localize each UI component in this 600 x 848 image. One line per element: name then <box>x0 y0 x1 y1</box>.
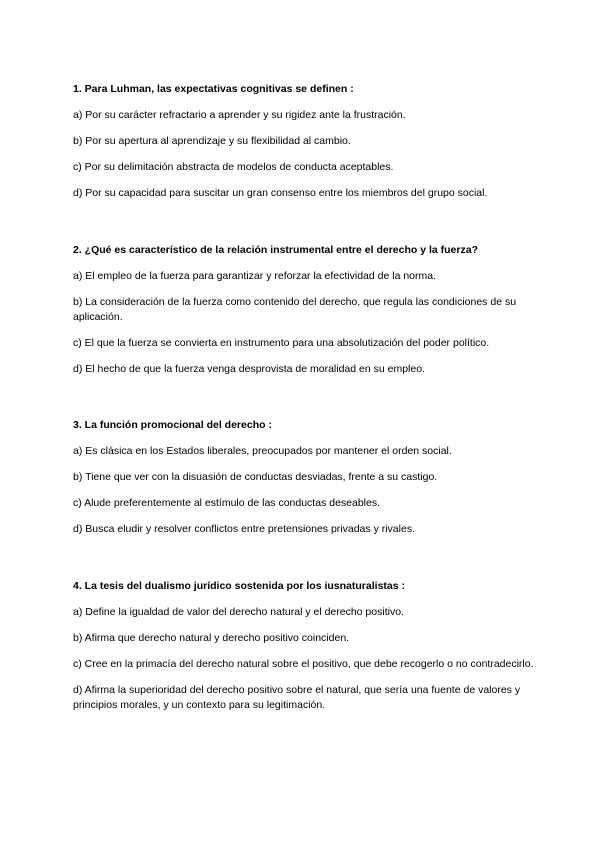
question-2-option-b: b) La consideración de la fuerza como contenido del derecho, que regula las condiciones de su aplicación. <box>73 296 517 323</box>
question-4-title: 4. La tesis del dualismo jurídico sostenida por los iusnaturalistas : <box>73 580 406 592</box>
question-2-option-d: d) El hecho de que la fuerza venga desprovista de moralidad en su empleo. <box>73 363 425 375</box>
question-3-title: 3. La función promocional del derecho : <box>73 419 272 431</box>
question-4-option-c: c) Cree en la primacía del derecho natural sobre el positivo, que debe recogerlo o no contradecirlo. <box>73 658 534 670</box>
question-3 <box>73 418 535 548</box>
question-1-title: 1. Para Luhman, las expectativas cognitivas se definen : <box>73 83 354 95</box>
question-4-option-a: a) Define la igualdad de valor del derecho natural y el derecho positivo. <box>73 606 404 618</box>
question-1-option-c: c) Por su delimitación abstracta de modelos de conducta aceptables. <box>73 161 394 173</box>
question-4-option-d: d) Afirma la superioridad del derecho positivo sobre el natural, que sería una fuente de valores y principios morales, y un contexto para su legitimación. <box>73 684 521 711</box>
question-1-option-a: a) Por su carácter refractario a aprender y su rigidez ante la frustración. <box>73 109 406 121</box>
question-3-option-b: b) Tiene que ver con la disuasión de conductas desviadas, frente a su castigo. <box>73 471 438 483</box>
question-2-title: 2. ¿Qué es característico de la relación instrumental entre el derecho y la fuerza? <box>73 244 478 256</box>
question-4-option-b: b) Afirma que derecho natural y derecho positivo coinciden. <box>73 632 350 644</box>
question-3-option-a: a) Es clásica en los Estados liberales, preocupados por mantener el orden social. <box>73 445 452 457</box>
question-3-option-c: c) Alude preferentemente al estímulo de las conductas deseables. <box>73 497 381 509</box>
question-1-option-b: b) Por su apertura al aprendizaje y su flexibilidad al cambio. <box>73 135 351 147</box>
question-2-option-c: c) El que la fuerza se convierta en instrumento para una absolutización del poder político. <box>73 337 490 349</box>
question-3-option-d: d) Busca eludir y resolver conflictos entre pretensiones privadas y rivales. <box>73 523 415 535</box>
question-1 <box>73 82 535 212</box>
question-4 <box>73 579 535 724</box>
question-1-option-d: d) Por su capacidad para suscitar un gran consenso entre los miembros del grupo social. <box>73 187 488 199</box>
question-2 <box>73 243 535 388</box>
question-2-option-a: a) El empleo de la fuerza para garantizar y reforzar la efectividad de la norma. <box>73 270 437 282</box>
